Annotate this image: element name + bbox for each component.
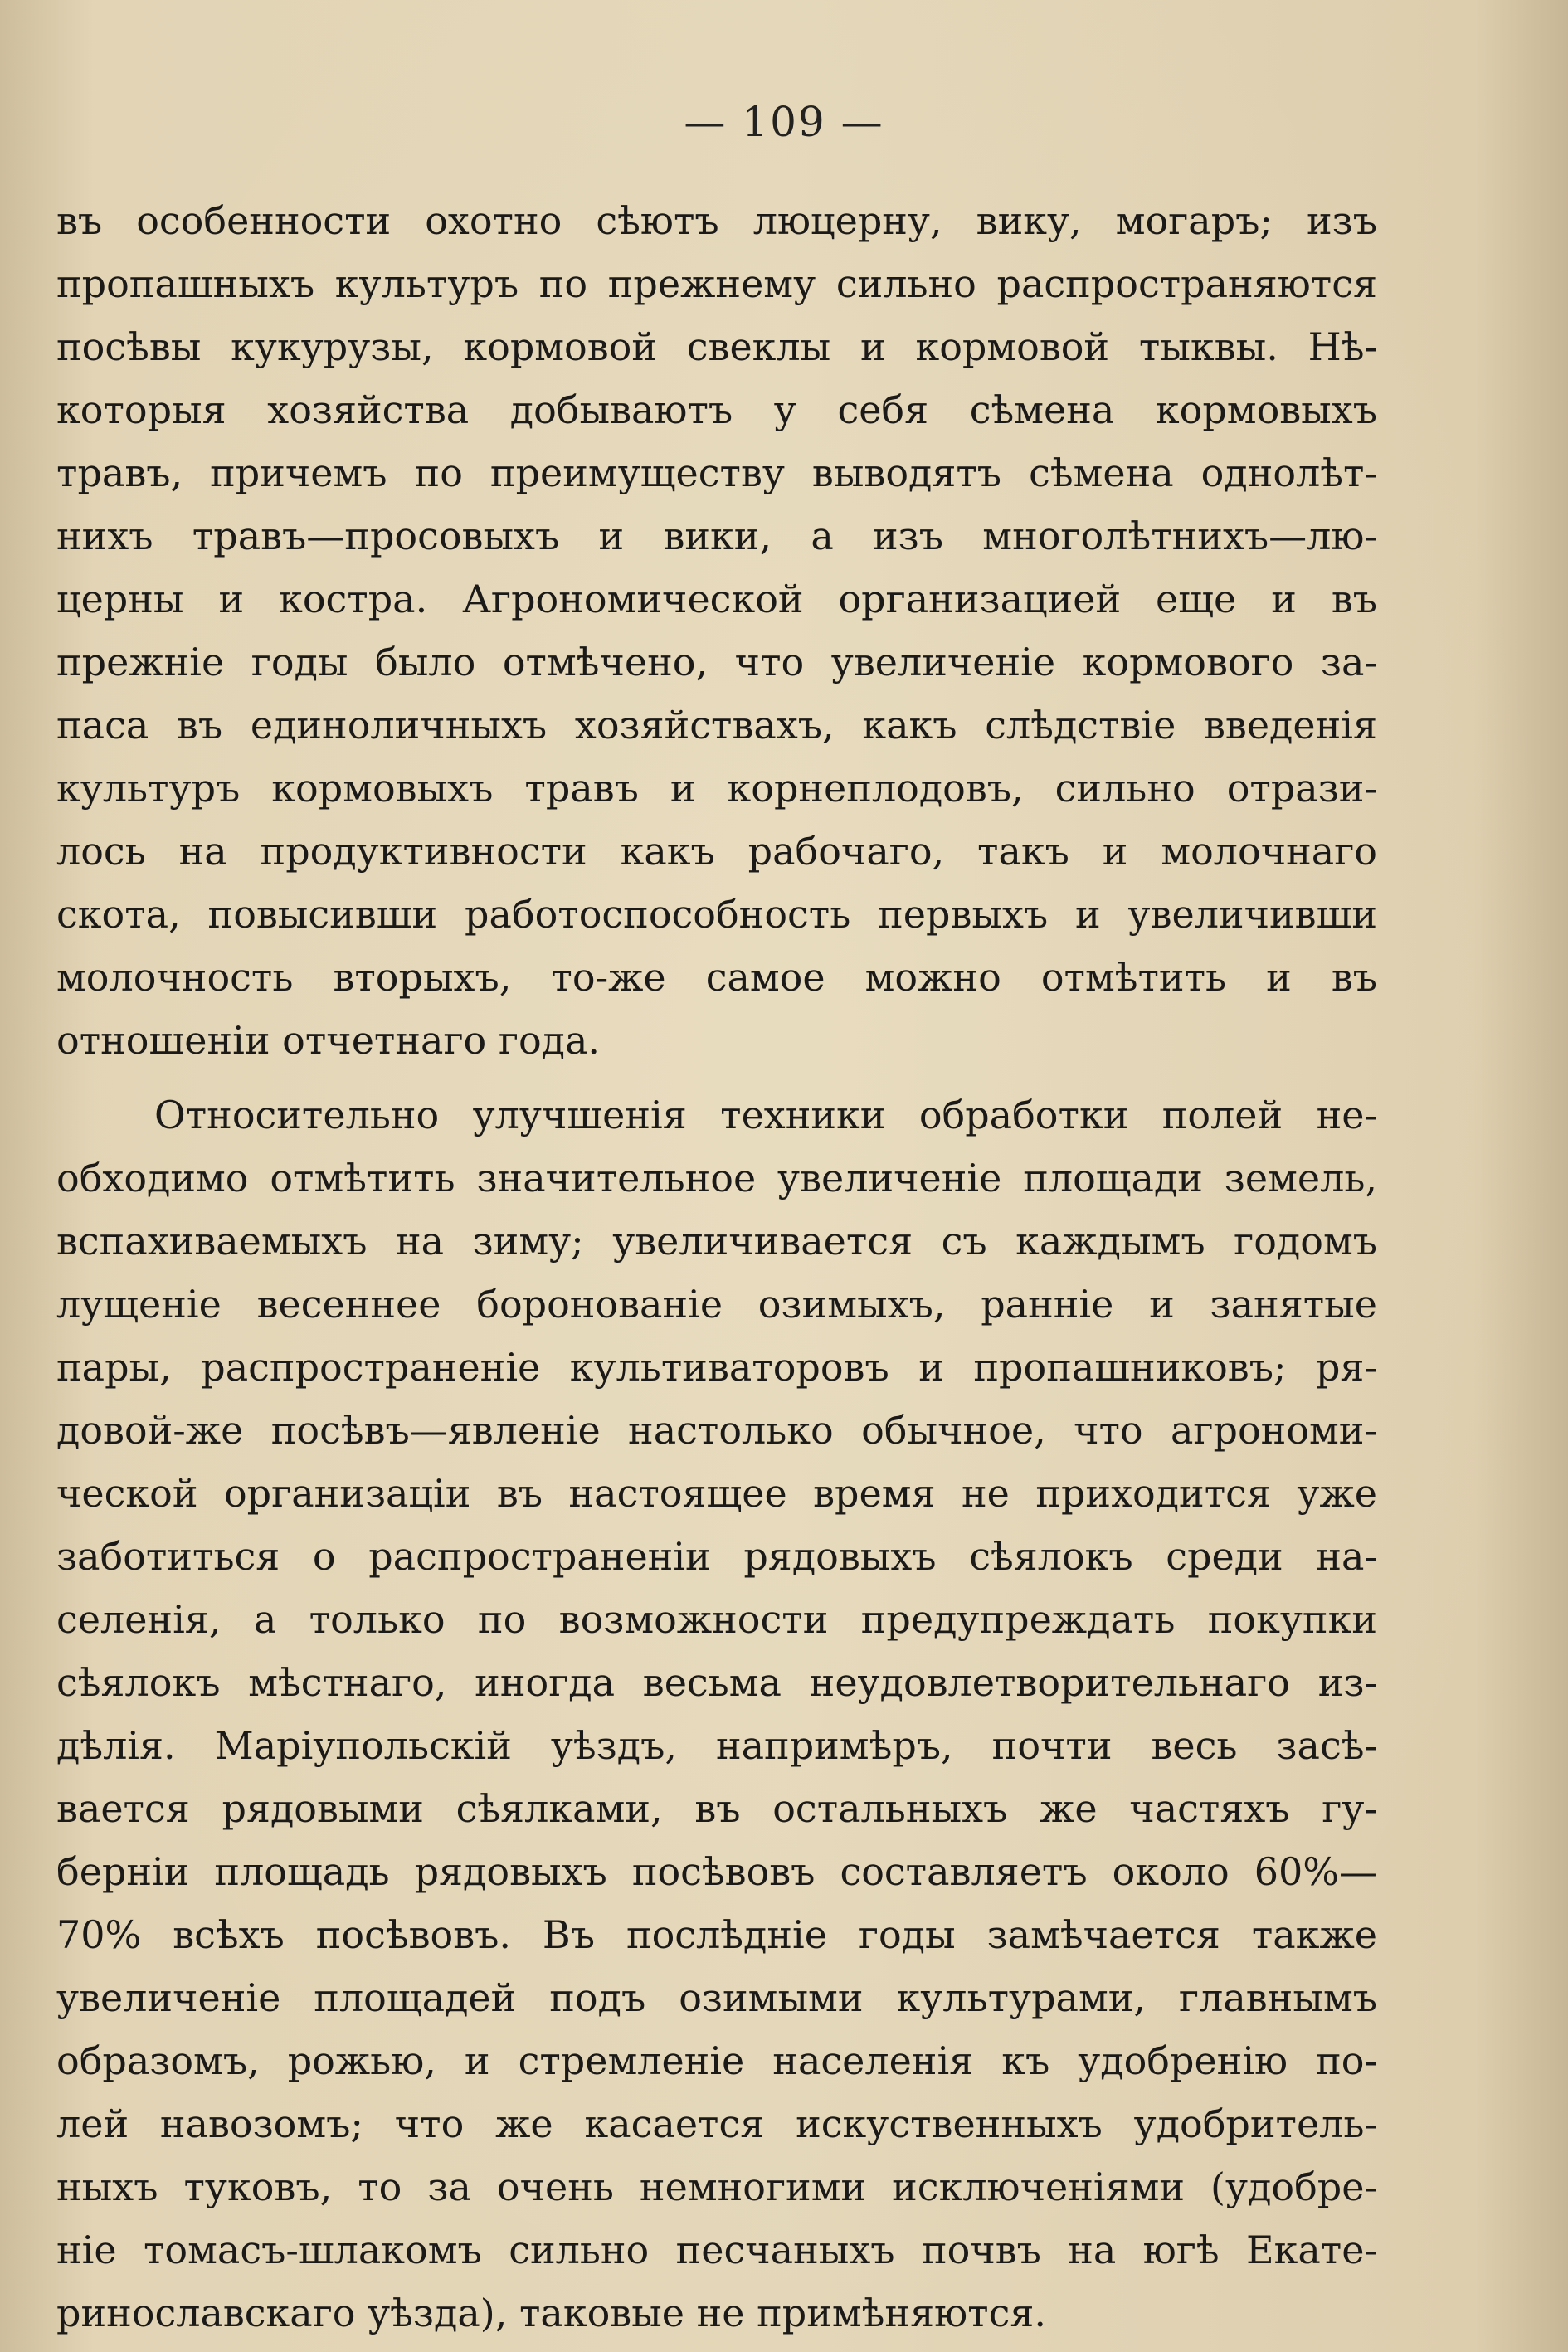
text-line: травъ, причемъ по преимуществу выводятъ сѣмена однолѣт-: [56, 450, 1377, 495]
paragraph-1: [56, 189, 1377, 1072]
text-line: пары, распространеніе культиваторовъ и пропашниковъ; ря-: [56, 1345, 1377, 1390]
text-line: лей навозомъ; что же касается искуственныхъ удобритель-: [56, 2101, 1377, 2146]
text-line: заботиться о распространеніи рядовыхъ сѣялокъ среди на-: [56, 1534, 1377, 1579]
text-line: довой-же посѣвъ—явленіе настолько обычное, что агрономи-: [56, 1408, 1377, 1453]
text-line: вается рядовыми сѣялками, въ остальныхъ же частяхъ гу-: [56, 1786, 1377, 1831]
text-line: молочность вторыхъ, то-же самое можно отмѣтить и въ: [56, 955, 1377, 1000]
text-line: отношеніи отчетнаго года.: [56, 1018, 601, 1063]
text-line: берніи площадь рядовыхъ посѣвовъ составляетъ около 60%—: [56, 1849, 1377, 1894]
text-line: селенія, а только по возможности предупреждать покупки: [56, 1597, 1377, 1642]
text-line: Относительно улучшенія техники обработки полей не-: [154, 1093, 1377, 1137]
text-line: культуръ кормовыхъ травъ и корнеплодовъ, сильно отрази-: [56, 766, 1377, 811]
text-line: пропашныхъ культуръ по прежнему сильно распространяются: [56, 261, 1377, 306]
text-line: въ особенности охотно сѣютъ люцерну, вику, могаръ; изъ: [56, 198, 1377, 243]
paragraph-gap: [56, 1072, 1377, 1083]
text-line: образомъ, рожью, и стремленіе населенія къ удобренію по-: [56, 2038, 1377, 2083]
body-text: [56, 189, 1377, 2345]
page-number: — 109 —: [684, 98, 884, 146]
text-line: скота, повысивши работоспособность первыхъ и увеличивши: [56, 892, 1377, 937]
text-line: ніе томасъ-шлакомъ сильно песчаныхъ почвъ на югѣ Екате-: [56, 2228, 1377, 2272]
text-line: посѣвы кукурузы, кормовой свеклы и кормовой тыквы. Нѣ-: [56, 324, 1377, 369]
text-line: лось на продуктивности какъ рабочаго, такъ и молочнаго: [56, 829, 1377, 874]
text-line: прежніе годы было отмѣчено, что увеличеніе кормового за-: [56, 640, 1377, 684]
text-line: сѣялокъ мѣстнаго, иногда весьма неудовлетворительнаго из-: [56, 1660, 1377, 1705]
text-line: обходимо отмѣтить значительное увеличеніе площади земель,: [56, 1156, 1377, 1200]
text-line: которыя хозяйства добываютъ у себя сѣмена кормовыхъ: [56, 387, 1377, 432]
text-line: церны и костра. Агрономической организацией еще и въ: [56, 577, 1377, 621]
paragraph-2: [56, 1083, 1377, 2345]
text-line: увеличеніе площадей подъ озимыми культурами, главнымъ: [56, 1975, 1377, 2020]
text-line: ныхъ туковъ, то за очень немногими исключеніями (удобре-: [56, 2165, 1377, 2209]
text-line: дѣлія. Маріупольскій уѣздъ, напримѣръ, почти весь засѣ-: [56, 1723, 1377, 1768]
text-line: лущеніе весеннее боронованіе озимыхъ, ранніе и занятые: [56, 1282, 1377, 1327]
text-line: ринославскаго уѣзда), таковые не примѣняются.: [56, 2291, 1046, 2335]
text-line: паса въ единоличныхъ хозяйствахъ, какъ слѣдствіе введенія: [56, 703, 1377, 747]
text-line: 70% всѣхъ посѣвовъ. Въ послѣдніе годы замѣчается также: [56, 1912, 1377, 1957]
text-line: вспахиваемыхъ на зиму; увеличивается съ каждымъ годомъ: [56, 1219, 1377, 1264]
text-line: ческой организаціи въ настоящее время не приходится уже: [56, 1471, 1377, 1516]
text-line: нихъ травъ—просовыхъ и вики, а изъ многолѣтнихъ—лю-: [56, 514, 1377, 558]
